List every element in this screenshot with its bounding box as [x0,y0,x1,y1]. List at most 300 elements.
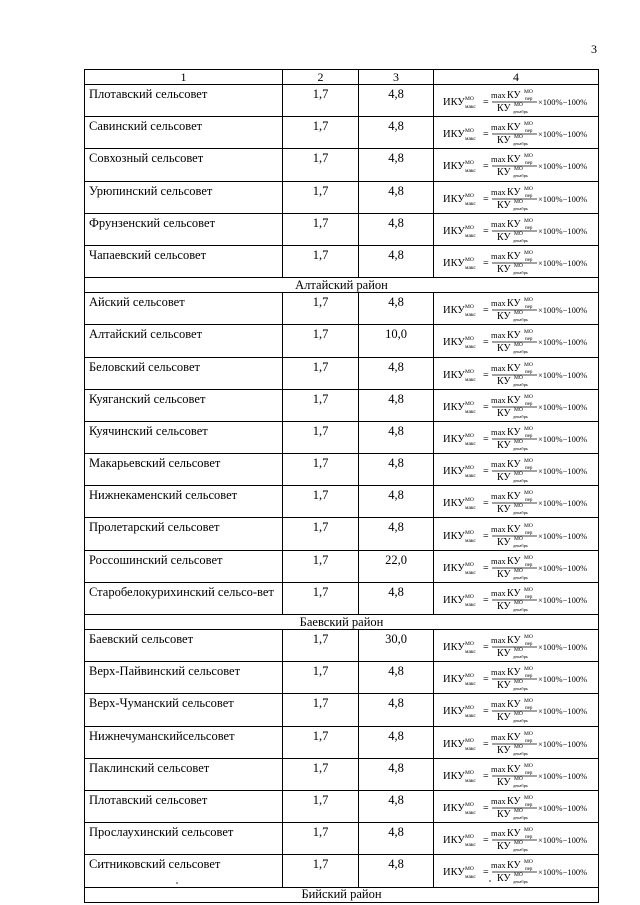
formula-den-sub: декабрь [513,270,528,276]
index-formula [441,586,591,612]
formula-den-main: КУ [497,536,511,548]
formula-lhs: ИКУ [443,225,465,237]
formula-num-sub: пер [525,225,533,231]
index-formula [441,88,591,114]
table-row [85,213,599,245]
formula-equals: = [483,642,489,654]
value-col-2: 1,7 [283,630,359,662]
formula-tail: ×100%−100% [538,498,588,509]
formula-num-sub: пер [525,401,533,407]
formula-lhs: ИКУ [443,193,465,205]
settlement-name: Верх-Чуманский сельсовет [85,694,283,726]
formula-lhs-sup: МО [465,497,474,504]
district-name: Алтайский район [85,278,599,293]
header-col-1: 1 [85,70,283,85]
formula-lhs-sup: МО [465,257,474,264]
value-col-2: 1,7 [283,486,359,518]
formula-lhs-sup: МО [465,432,474,439]
formula-den-sub: декабрь [513,815,528,821]
formula-lhs: ИКУ [443,258,465,270]
formula-den-sup: МО [514,198,523,205]
district-name: Бийский район [85,887,599,902]
formula-lhs-sub: макс [465,569,476,576]
formula-cell [434,582,599,614]
formula-num-sub: пер [525,97,533,103]
formula-num-sub: пер [525,803,533,809]
formula-tail: ×100%−100% [538,466,588,477]
formula-cell [434,518,599,550]
formula-den-main: КУ [497,264,511,276]
table-row [85,149,599,181]
settlement-name: Совхозный сельсовет [85,149,283,181]
value-col-2: 1,7 [283,117,359,149]
table-row [85,181,599,213]
formula-tail: ×100%−100% [538,225,588,236]
table-row [85,694,599,726]
formula-lhs: ИКУ [443,867,465,879]
formula-den-main: КУ [497,135,511,147]
formula-equals: = [483,401,489,413]
table-row [85,454,599,486]
formula-cell [434,662,599,694]
formula-den-sup: МО [514,503,523,510]
formula-num-sup: МО [524,730,533,737]
formula-lhs: ИКУ [443,738,465,750]
formula-num-sub: пер [525,129,533,135]
formula-den-sub: декабрь [513,349,528,355]
formula-tail: ×100%−100% [538,770,588,781]
formula-lhs: ИКУ [443,706,465,718]
formula-lhs: ИКУ [443,562,465,574]
formula-cell [434,117,599,149]
formula-lhs-sup: МО [465,224,474,231]
table-row [85,421,599,453]
value-col-2: 1,7 [283,726,359,758]
formula-num-prefix: max [491,122,506,133]
header-col-4: 4 [434,70,599,85]
formula-den-main: КУ [497,311,511,323]
formula-num-main: КУ [507,218,521,230]
formula-lhs-sub: макс [465,537,476,544]
formula-num-main: КУ [507,394,521,406]
formula-num-sub: пер [525,530,533,536]
formula-lhs-sub: макс [465,232,476,239]
value-col-3: 4,8 [359,389,434,421]
formula-den-main: КУ [497,680,511,692]
formula-den-sup: МО [514,342,523,349]
value-col-2: 1,7 [283,213,359,245]
formula-num-main: КУ [507,731,521,743]
formula-lhs-sub: макс [465,376,476,383]
formula-num-main: КУ [507,298,521,310]
table-row [85,855,599,887]
table-row [85,389,599,421]
formula-lhs-sup: МО [465,705,474,712]
formula-lhs-sub: макс [465,344,476,351]
formula-lhs-sub: макс [465,473,476,480]
index-formula [441,489,591,515]
formula-den-main: КУ [497,873,511,885]
formula-num-sup: МО [524,795,533,802]
district-header-row [85,278,599,293]
formula-den-main: КУ [497,343,511,355]
value-col-3: 4,8 [359,726,434,758]
formula-num-sup: МО [524,250,533,257]
index-formula [441,120,591,146]
formula-den-sub: декабрь [513,718,528,724]
settlement-name: Фрунзенский сельсовет [85,213,283,245]
page-number: 3 [591,42,597,56]
formula-lhs: ИКУ [443,530,465,542]
formula-cell [434,823,599,855]
settlement-name: Алтайский сельсовет [85,325,283,357]
formula-num-sup: МО [524,634,533,641]
formula-den-main: КУ [497,600,511,612]
formula-num-prefix: max [491,362,506,373]
value-col-3: 10,0 [359,325,434,357]
formula-cell [434,85,599,117]
value-col-2: 1,7 [283,149,359,181]
settlement-name: Пролетарский сельсовет [85,518,283,550]
formula-lhs-sub: макс [465,649,476,656]
table-row [85,630,599,662]
formula-den-sub: декабрь [513,574,528,580]
formula-lhs-sub: макс [465,505,476,512]
formula-lhs-sup: МО [465,465,474,472]
settlement-name: Плотавский сельсовет [85,790,283,822]
index-formula [441,858,591,884]
formula-equals: = [483,835,489,847]
settlement-name: Нижнечуманскийсельсовет [85,726,283,758]
formula-num-main: КУ [507,154,521,166]
formula-den-sup: МО [514,535,523,542]
formula-lhs-sub: макс [465,777,476,784]
formula-lhs: ИКУ [443,305,465,317]
formula-den-main: КУ [497,231,511,243]
formula-num-sub: пер [525,770,533,776]
formula-tail: ×100%−100% [538,530,588,541]
formula-cell [434,389,599,421]
formula-tail: ×100%−100% [538,562,588,573]
formula-tail: ×100%−100% [538,193,588,204]
formula-lhs-sub: макс [465,104,476,111]
formula-num-sup: МО [524,217,533,224]
formula-num-sup: МО [524,859,533,866]
formula-tail: ×100%−100% [538,129,588,140]
formula-num-sub: пер [525,369,533,375]
formula-tail: ×100%−100% [538,401,588,412]
formula-tail: ×100%−100% [538,594,588,605]
formula-den-sup: МО [514,775,523,782]
settlement-name: Ситниковский сельсовет [85,855,283,887]
formula-den-main: КУ [497,439,511,451]
value-col-3: 4,8 [359,293,434,325]
index-formula [441,794,591,820]
formula-lhs: ИКУ [443,337,465,349]
formula-cell [434,758,599,790]
formula-den-sup: МО [514,471,523,478]
formula-den-main: КУ [497,712,511,724]
formula-den-sub: декабрь [513,606,528,612]
formula-num-sub: пер [525,562,533,568]
formula-num-sup: МО [524,393,533,400]
formula-lhs: ИКУ [443,401,465,413]
settlement-name: Беловский сельсовет [85,357,283,389]
formula-num-prefix: max [491,635,506,646]
formula-num-main: КУ [507,796,521,808]
settlement-name: Куячинский сельсовет [85,421,283,453]
formula-equals: = [483,498,489,510]
formula-den-sub: декабрь [513,782,528,788]
formula-den-sup: МО [514,647,523,654]
formula-num-sup: МО [524,458,533,465]
value-col-3: 4,8 [359,213,434,245]
formula-tail: ×100%−100% [538,706,588,717]
formula-num-sub: пер [525,466,533,472]
formula-den-sub: декабрь [513,847,528,853]
index-formula [441,152,591,178]
formula-lhs: ИКУ [443,803,465,815]
formula-lhs-sub: макс [465,601,476,608]
table-body [85,85,599,903]
formula-cell [434,181,599,213]
formula-equals: = [483,803,489,815]
settlement-name: Россошинский сельсовет [85,550,283,582]
formula-num-sub: пер [525,835,533,841]
formula-lhs-sup: МО [465,802,474,809]
formula-den-sub: декабрь [513,478,528,484]
formula-den-sup: МО [514,711,523,718]
formula-tail: ×100%−100% [538,433,588,444]
formula-equals: = [483,193,489,205]
settlement-name: Верх-Пайвинский сельсовет [85,662,283,694]
formula-den-sub: декабрь [513,654,528,660]
formula-lhs-sub: макс [465,874,476,881]
formula-num-sup: МО [524,425,533,432]
formula-lhs-sub: макс [465,842,476,849]
table-row [85,823,599,855]
formula-lhs-sup: МО [465,96,474,103]
formula-num-prefix: max [491,491,506,502]
formula-lhs-sup: МО [465,769,474,776]
formula-tail: ×100%−100% [538,835,588,846]
table-row [85,518,599,550]
formula-num-prefix: max [491,699,506,710]
value-col-3: 4,8 [359,486,434,518]
formula-den-main: КУ [497,841,511,853]
formula-den-sub: декабрь [513,445,528,451]
value-col-2: 1,7 [283,389,359,421]
index-formula [441,522,591,548]
index-formula [441,697,591,723]
formula-den-main: КУ [497,407,511,419]
formula-den-sup: МО [514,310,523,317]
formula-num-prefix: max [491,426,506,437]
formula-num-main: КУ [507,587,521,599]
formula-den-sup: МО [514,438,523,445]
formula-cell [434,245,599,277]
formula-lhs-sub: макс [465,265,476,272]
formula-den-sub: декабрь [513,413,528,419]
formula-num-prefix: max [491,860,506,871]
index-formula [441,393,591,419]
formula-lhs-sup: МО [465,737,474,744]
formula-num-sup: МО [524,329,533,336]
formula-lhs-sup: МО [465,593,474,600]
district-header-row [85,887,599,902]
value-col-3: 4,8 [359,181,434,213]
formula-num-sub: пер [525,738,533,744]
formula-den-sub: декабрь [513,750,528,756]
formula-num-prefix: max [491,251,506,262]
formula-num-sup: МО [524,522,533,529]
value-col-2: 1,7 [283,85,359,117]
tariff-table [84,69,599,903]
settlement-name: Айский сельсовет [85,293,283,325]
formula-num-sup: МО [524,554,533,561]
value-col-2: 1,7 [283,582,359,614]
formula-num-main: КУ [507,362,521,374]
formula-lhs-sup: МО [465,400,474,407]
value-col-2: 1,7 [283,823,359,855]
value-col-2: 1,7 [283,694,359,726]
formula-tail: ×100%−100% [538,803,588,814]
formula-den-sub: декабрь [513,879,528,885]
table-row [85,325,599,357]
formula-num-sup: МО [524,185,533,192]
formula-den-main: КУ [497,744,511,756]
settlement-name: Паклинский сельсовет [85,758,283,790]
formula-den-sup: МО [514,406,523,413]
formula-num-sup: МО [524,361,533,368]
formula-tail: ×100%−100% [538,867,588,878]
formula-num-prefix: max [491,330,506,341]
formula-lhs-sub: макс [465,440,476,447]
formula-num-prefix: max [491,394,506,405]
formula-equals: = [483,258,489,270]
index-formula [441,665,591,691]
table-row [85,582,599,614]
value-col-2: 1,7 [283,245,359,277]
formula-den-sub: декабрь [513,510,528,516]
table-row [85,293,599,325]
formula-den-sub: декабрь [513,381,528,387]
value-col-3: 4,8 [359,518,434,550]
value-col-2: 1,7 [283,454,359,486]
formula-num-main: КУ [507,555,521,567]
value-col-2: 1,7 [283,421,359,453]
formula-num-main: КУ [507,459,521,471]
formula-lhs-sub: макс [465,168,476,175]
formula-den-main: КУ [497,375,511,387]
formula-equals: = [483,738,489,750]
formula-cell [434,213,599,245]
formula-num-prefix: max [491,763,506,774]
value-col-2: 1,7 [283,855,359,887]
formula-den-sup: МО [514,567,523,574]
formula-cell [434,855,599,887]
value-col-2: 1,7 [283,550,359,582]
table-row [85,357,599,389]
formula-equals: = [483,674,489,686]
formula-num-main: КУ [507,667,521,679]
formula-den-sub: декабрь [513,141,528,147]
formula-num-sub: пер [525,305,533,311]
district-header-row [85,615,599,630]
index-formula [441,730,591,756]
formula-lhs: ИКУ [443,161,465,173]
value-col-3: 4,8 [359,454,434,486]
index-formula [441,296,591,322]
formula-num-main: КУ [507,186,521,198]
settlement-name: Макарьевский сельсовет [85,454,283,486]
value-col-2: 1,7 [283,357,359,389]
formula-lhs: ИКУ [443,770,465,782]
formula-equals: = [483,305,489,317]
formula-cell [434,726,599,758]
formula-lhs-sub: макс [465,200,476,207]
formula-tail: ×100%−100% [538,674,588,685]
value-col-3: 4,8 [359,823,434,855]
formula-den-sub: декабрь [513,686,528,692]
formula-num-main: КУ [507,635,521,647]
index-formula [441,217,591,243]
formula-lhs: ИКУ [443,97,465,109]
formula-lhs-sup: МО [465,192,474,199]
formula-num-sup: МО [524,762,533,769]
value-col-2: 1,7 [283,181,359,213]
formula-lhs-sup: МО [465,336,474,343]
formula-den-sub: декабрь [513,205,528,211]
settlement-name: Плотавский сельсовет [85,85,283,117]
formula-lhs-sub: макс [465,408,476,415]
formula-tail: ×100%−100% [538,97,588,108]
formula-num-sup: МО [524,490,533,497]
formula-cell [434,630,599,662]
formula-den-main: КУ [497,199,511,211]
formula-num-sub: пер [525,706,533,712]
header-col-3: 3 [359,70,434,85]
formula-equals: = [483,562,489,574]
formula-lhs-sub: макс [465,681,476,688]
formula-num-prefix: max [491,587,506,598]
formula-num-main: КУ [507,251,521,263]
formula-tail: ×100%−100% [538,258,588,269]
formula-num-sup: МО [524,586,533,593]
formula-num-main: КУ [507,523,521,535]
formula-den-sub: декабрь [513,237,528,243]
formula-num-main: КУ [507,699,521,711]
formula-lhs-sup: МО [465,673,474,680]
formula-cell [434,454,599,486]
formula-num-sub: пер [525,258,533,264]
formula-den-main: КУ [497,103,511,115]
formula-num-prefix: max [491,90,506,101]
value-col-2: 1,7 [283,325,359,357]
formula-lhs-sub: макс [465,810,476,817]
formula-equals: = [483,129,489,141]
formula-lhs-sup: МО [465,304,474,311]
value-col-3: 4,8 [359,582,434,614]
formula-den-sup: МО [514,599,523,606]
value-col-2: 1,7 [283,662,359,694]
formula-equals: = [483,433,489,445]
formula-den-sup: МО [514,134,523,141]
formula-num-sup: МО [524,297,533,304]
settlement-name: Старобелокурихинский сельсо-вет [85,582,283,614]
value-col-3: 30,0 [359,630,434,662]
formula-equals: = [483,369,489,381]
